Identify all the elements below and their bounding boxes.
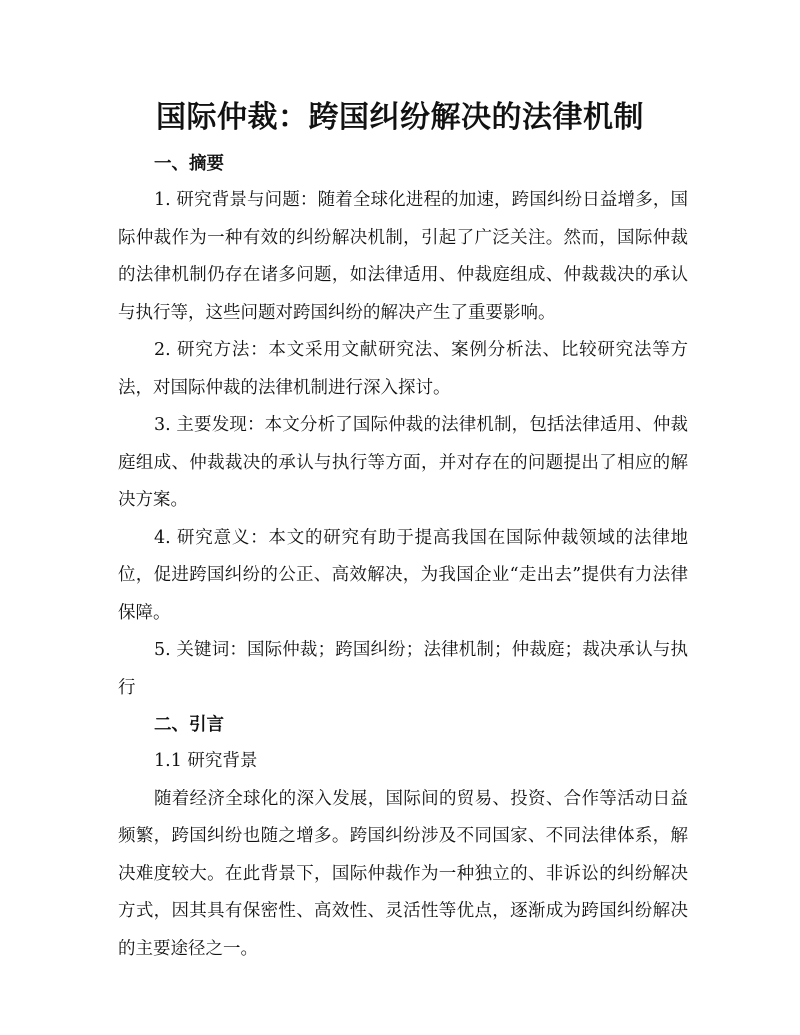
abstract-item: 1. 研究背景与问题：随着全球化进程的加速，跨国纠纷日益增多，国际仲裁作为一种有效的纠纷解决机制，引起了广泛关注。然而，国际仲裁的法律机制仍存在诸多问题，如法律适用、仲裁庭组成、仲裁裁决的承认与执行等，这些问题对跨国纠纷的解决产生了重要影响。 [118, 190, 688, 323]
section-heading-abstract: 一、摘要 [154, 154, 224, 174]
abstract-item: 2. 研究方法：本文采用文献研究法、案例分析法、比较研究法等方法，对国际仲裁的法律机制进行深入探讨。 [118, 340, 688, 398]
document-body [118, 146, 688, 968]
body-paragraph: 随着经济全球化的深入发展，国际间的贸易、投资、合作等活动日益频繁，跨国纠纷也随之增多。跨国纠纷涉及不同国家、不同法律体系，解决难度较大。在此背景下，国际仲裁作为一种独立的、非诉讼的纠纷解决方式，因其具有保密性、高效性、灵活性等优点，逐渐成为跨国纠纷解决的主要途径之一。 [118, 788, 688, 959]
section-heading-introduction: 二、引言 [154, 715, 224, 735]
document-title: 国际仲裁：跨国纠纷解决的法律机制 [156, 100, 644, 135]
subsection-heading-background: 1.1 研究背景 [154, 751, 258, 771]
abstract-item: 5. 关键词：国际仲裁；跨国纠纷；法律机制；仲裁庭；裁决承认与执行 [118, 640, 688, 698]
abstract-item: 3. 主要发现：本文分析了国际仲裁的法律机制，包括法律适用、仲裁庭组成、仲裁裁决的承认与执行等方面，并对存在的问题提出了相应的解决方案。 [118, 415, 688, 510]
abstract-item: 4. 研究意义：本文的研究有助于提高我国在国际仲裁领域的法律地位，促进跨国纠纷的公正、高效解决，为我国企业“走出去”提供有力法律保障。 [118, 527, 688, 623]
